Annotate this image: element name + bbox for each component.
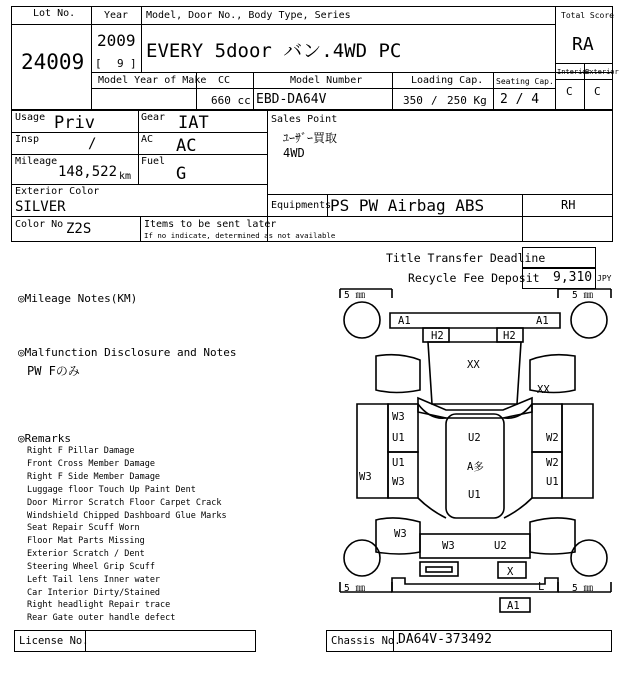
tire-front-right bbox=[571, 302, 607, 338]
fender-front-left bbox=[376, 355, 420, 393]
interior-label: Interior bbox=[557, 68, 591, 76]
mark-w3-left-side: W3 bbox=[359, 471, 372, 483]
mark-w2-right-rear-door: W2 bbox=[546, 457, 559, 469]
remark-item: Front Cross Member Damage bbox=[27, 459, 155, 469]
malfunction-value: PW Fのみ bbox=[27, 364, 80, 378]
front-bumper bbox=[390, 313, 560, 328]
seating-cap-value: 2 / 4 bbox=[500, 92, 540, 107]
items-label: Items to be sent later bbox=[144, 219, 277, 230]
remark-item: Luggage floor Touch Up Paint Dent bbox=[27, 485, 196, 495]
mark-u1-left-front-door: U1 bbox=[392, 432, 405, 444]
remark-item: Steering Wheel Grip Scuff bbox=[27, 562, 155, 572]
mark-w3-rear-gate: W3 bbox=[442, 540, 455, 552]
color-no-value: Z2S bbox=[66, 221, 92, 237]
loading-cap-label: Loading Cap. bbox=[411, 75, 484, 86]
rear-gate bbox=[420, 534, 530, 558]
remark-item: Floor Mat Parts Missing bbox=[27, 536, 145, 546]
mark-a1-front-left: A1 bbox=[398, 315, 411, 327]
quarter-rear-right bbox=[530, 518, 575, 554]
exterior-color-value: SILVER bbox=[15, 199, 66, 215]
side-left bbox=[357, 404, 388, 498]
gear-label: Gear bbox=[141, 112, 166, 123]
side-right bbox=[562, 404, 593, 498]
exterior-color-label: Exterior Color bbox=[15, 186, 100, 197]
title-transfer-label: Title Transfer Deadline bbox=[386, 251, 546, 265]
mileage-value: 148,522 bbox=[58, 164, 118, 180]
c-pillar-right bbox=[504, 498, 532, 518]
cc-value: 660 cc bbox=[211, 94, 251, 107]
tail-light-left-inner bbox=[426, 567, 452, 572]
mark-xx-hood: XX bbox=[467, 359, 480, 371]
mark-h2-right: H2 bbox=[503, 330, 516, 342]
ac-value: AC bbox=[176, 136, 197, 156]
mileage-notes-label: ◎Mileage Notes(KM) bbox=[18, 292, 138, 305]
lot-no-label: Lot No. bbox=[33, 8, 76, 19]
windshield bbox=[418, 398, 532, 418]
a-pillar-left bbox=[418, 404, 446, 418]
mark-w3-left-rear-door: W3 bbox=[392, 476, 405, 488]
remark-item: Right headlight Repair trace bbox=[27, 600, 171, 610]
remark-item: Seat Repair Scuff Worn bbox=[27, 523, 140, 533]
mark-u2-rear-gate: U2 bbox=[494, 540, 507, 552]
mark-u1-right-rear-door: U1 bbox=[546, 476, 559, 488]
equipments-value: PS PW Airbag ABS bbox=[330, 196, 485, 215]
mark-w2-right-front-door: W2 bbox=[546, 432, 559, 444]
lot-no-value: 24009 bbox=[21, 50, 85, 74]
tire-front-left bbox=[344, 302, 380, 338]
c-pillar-left bbox=[418, 498, 446, 518]
mileage-unit: km bbox=[119, 171, 132, 182]
mark-a1-rear: A1 bbox=[507, 600, 520, 612]
remark-item: Right F Pillar Damage bbox=[27, 446, 135, 456]
chassis-value: DA64V-373492 bbox=[398, 632, 492, 647]
recycle-unit: JPY bbox=[597, 274, 612, 283]
mark-w3-left-quarter: W3 bbox=[394, 528, 407, 540]
recycle-value: 9,310 bbox=[553, 270, 593, 285]
usage-label: Usage bbox=[15, 112, 46, 123]
loading-cap-a: 350 bbox=[403, 94, 423, 107]
color-no-label: Color No bbox=[15, 219, 64, 230]
loading-cap-sep: / bbox=[431, 94, 438, 107]
hood bbox=[428, 342, 521, 404]
model-label: Model, Door No., Body Type, Series bbox=[146, 10, 351, 21]
remark-item: Rear Gate outer handle defect bbox=[27, 613, 176, 623]
a-pillar-right bbox=[504, 404, 532, 418]
fuel-label: Fuel bbox=[141, 156, 166, 167]
mileage-label: Mileage bbox=[15, 156, 58, 167]
gear-value: IAT bbox=[178, 113, 209, 133]
tire-tread-tl: 5 ㎜ bbox=[344, 290, 365, 301]
items-note: If no indicate, determined as not available bbox=[144, 231, 336, 240]
mark-u1-roof-rear: U1 bbox=[468, 489, 481, 501]
mark-u1-left-rear-door: U1 bbox=[392, 457, 405, 469]
insp-label: Insp bbox=[15, 134, 40, 145]
remark-item: Right F Side Member Damage bbox=[27, 472, 161, 482]
tire-tread-bl: 5 ㎜ bbox=[344, 583, 365, 594]
remark-item: Windshield Chipped Dashboard Glue Marks bbox=[27, 511, 227, 521]
tire-rear-left bbox=[344, 540, 380, 576]
sales-point-label: Sales Point bbox=[271, 114, 338, 125]
mark-w3-left-front-door: W3 bbox=[392, 411, 405, 423]
ac-label: AC bbox=[141, 134, 154, 145]
mark-x-tail: X bbox=[507, 566, 514, 578]
remark-item: Left Tail lens Inner water bbox=[27, 575, 161, 585]
tire-rear-right bbox=[571, 540, 607, 576]
model-number-value: EBD-DA64V bbox=[256, 92, 327, 107]
recycle-label: Recycle Fee Deposit bbox=[408, 271, 540, 285]
year-value: 2009 bbox=[97, 31, 136, 50]
exterior-value: C bbox=[594, 85, 601, 98]
total-score-label: Total Score bbox=[561, 11, 614, 20]
month-close: ] bbox=[130, 57, 137, 70]
tire-tread-br: 5 ㎜ bbox=[572, 583, 593, 594]
door-front-right bbox=[532, 404, 562, 452]
seating-cap-label: Seating Cap. bbox=[496, 77, 554, 86]
sales-point-line-2: 4WD bbox=[283, 146, 305, 160]
cc-label: CC bbox=[218, 75, 231, 86]
rear-bumper bbox=[392, 578, 558, 592]
insp-value: / bbox=[88, 136, 97, 152]
month-open: [ bbox=[95, 57, 102, 70]
license-label: License No. bbox=[19, 635, 89, 647]
mark-xx-right-fender: XX bbox=[537, 384, 550, 396]
exterior-label: Exterior bbox=[585, 68, 619, 76]
malfunction-label: ◎Malfunction Disclosure and Notes bbox=[18, 346, 237, 359]
remark-item: Door Mirror Scratch Floor Carpet Crack bbox=[27, 498, 222, 508]
remarks-label: ◎Remarks bbox=[18, 432, 71, 445]
steering-value: RH bbox=[561, 198, 576, 212]
month-value: 9 bbox=[117, 57, 124, 70]
usage-value: Priv bbox=[54, 113, 95, 133]
mark-h2-left: H2 bbox=[431, 330, 444, 342]
model-number-label: Model Number bbox=[290, 75, 363, 86]
year-label: Year bbox=[104, 10, 129, 21]
mark-a-roof-mid: A多 bbox=[467, 461, 484, 473]
equipments-label: Equipments bbox=[271, 200, 332, 211]
model-year-make-label: Model Year of Make bbox=[98, 75, 207, 86]
fuel-value: G bbox=[176, 164, 187, 184]
remark-item: Exterior Scratch / Dent bbox=[27, 549, 145, 559]
sales-point-line-1: ﾕｰｻﾞｰ買取 bbox=[283, 131, 338, 145]
mark-a1-front-right: A1 bbox=[536, 315, 549, 327]
interior-value: C bbox=[566, 85, 573, 98]
remark-item: Car Interior Dirty/Stained bbox=[27, 588, 161, 598]
chassis-label: Chassis No. bbox=[331, 635, 401, 647]
loading-cap-b: 250 Kg bbox=[447, 94, 487, 107]
model-value: EVERY 5door バン.4WD PC bbox=[146, 40, 402, 62]
tire-tread-tr: 5 ㎜ bbox=[572, 290, 593, 301]
total-score-value: RA bbox=[572, 34, 594, 55]
mark-l-tail: L bbox=[538, 581, 545, 593]
mark-u2-roof-front: U2 bbox=[468, 432, 481, 444]
